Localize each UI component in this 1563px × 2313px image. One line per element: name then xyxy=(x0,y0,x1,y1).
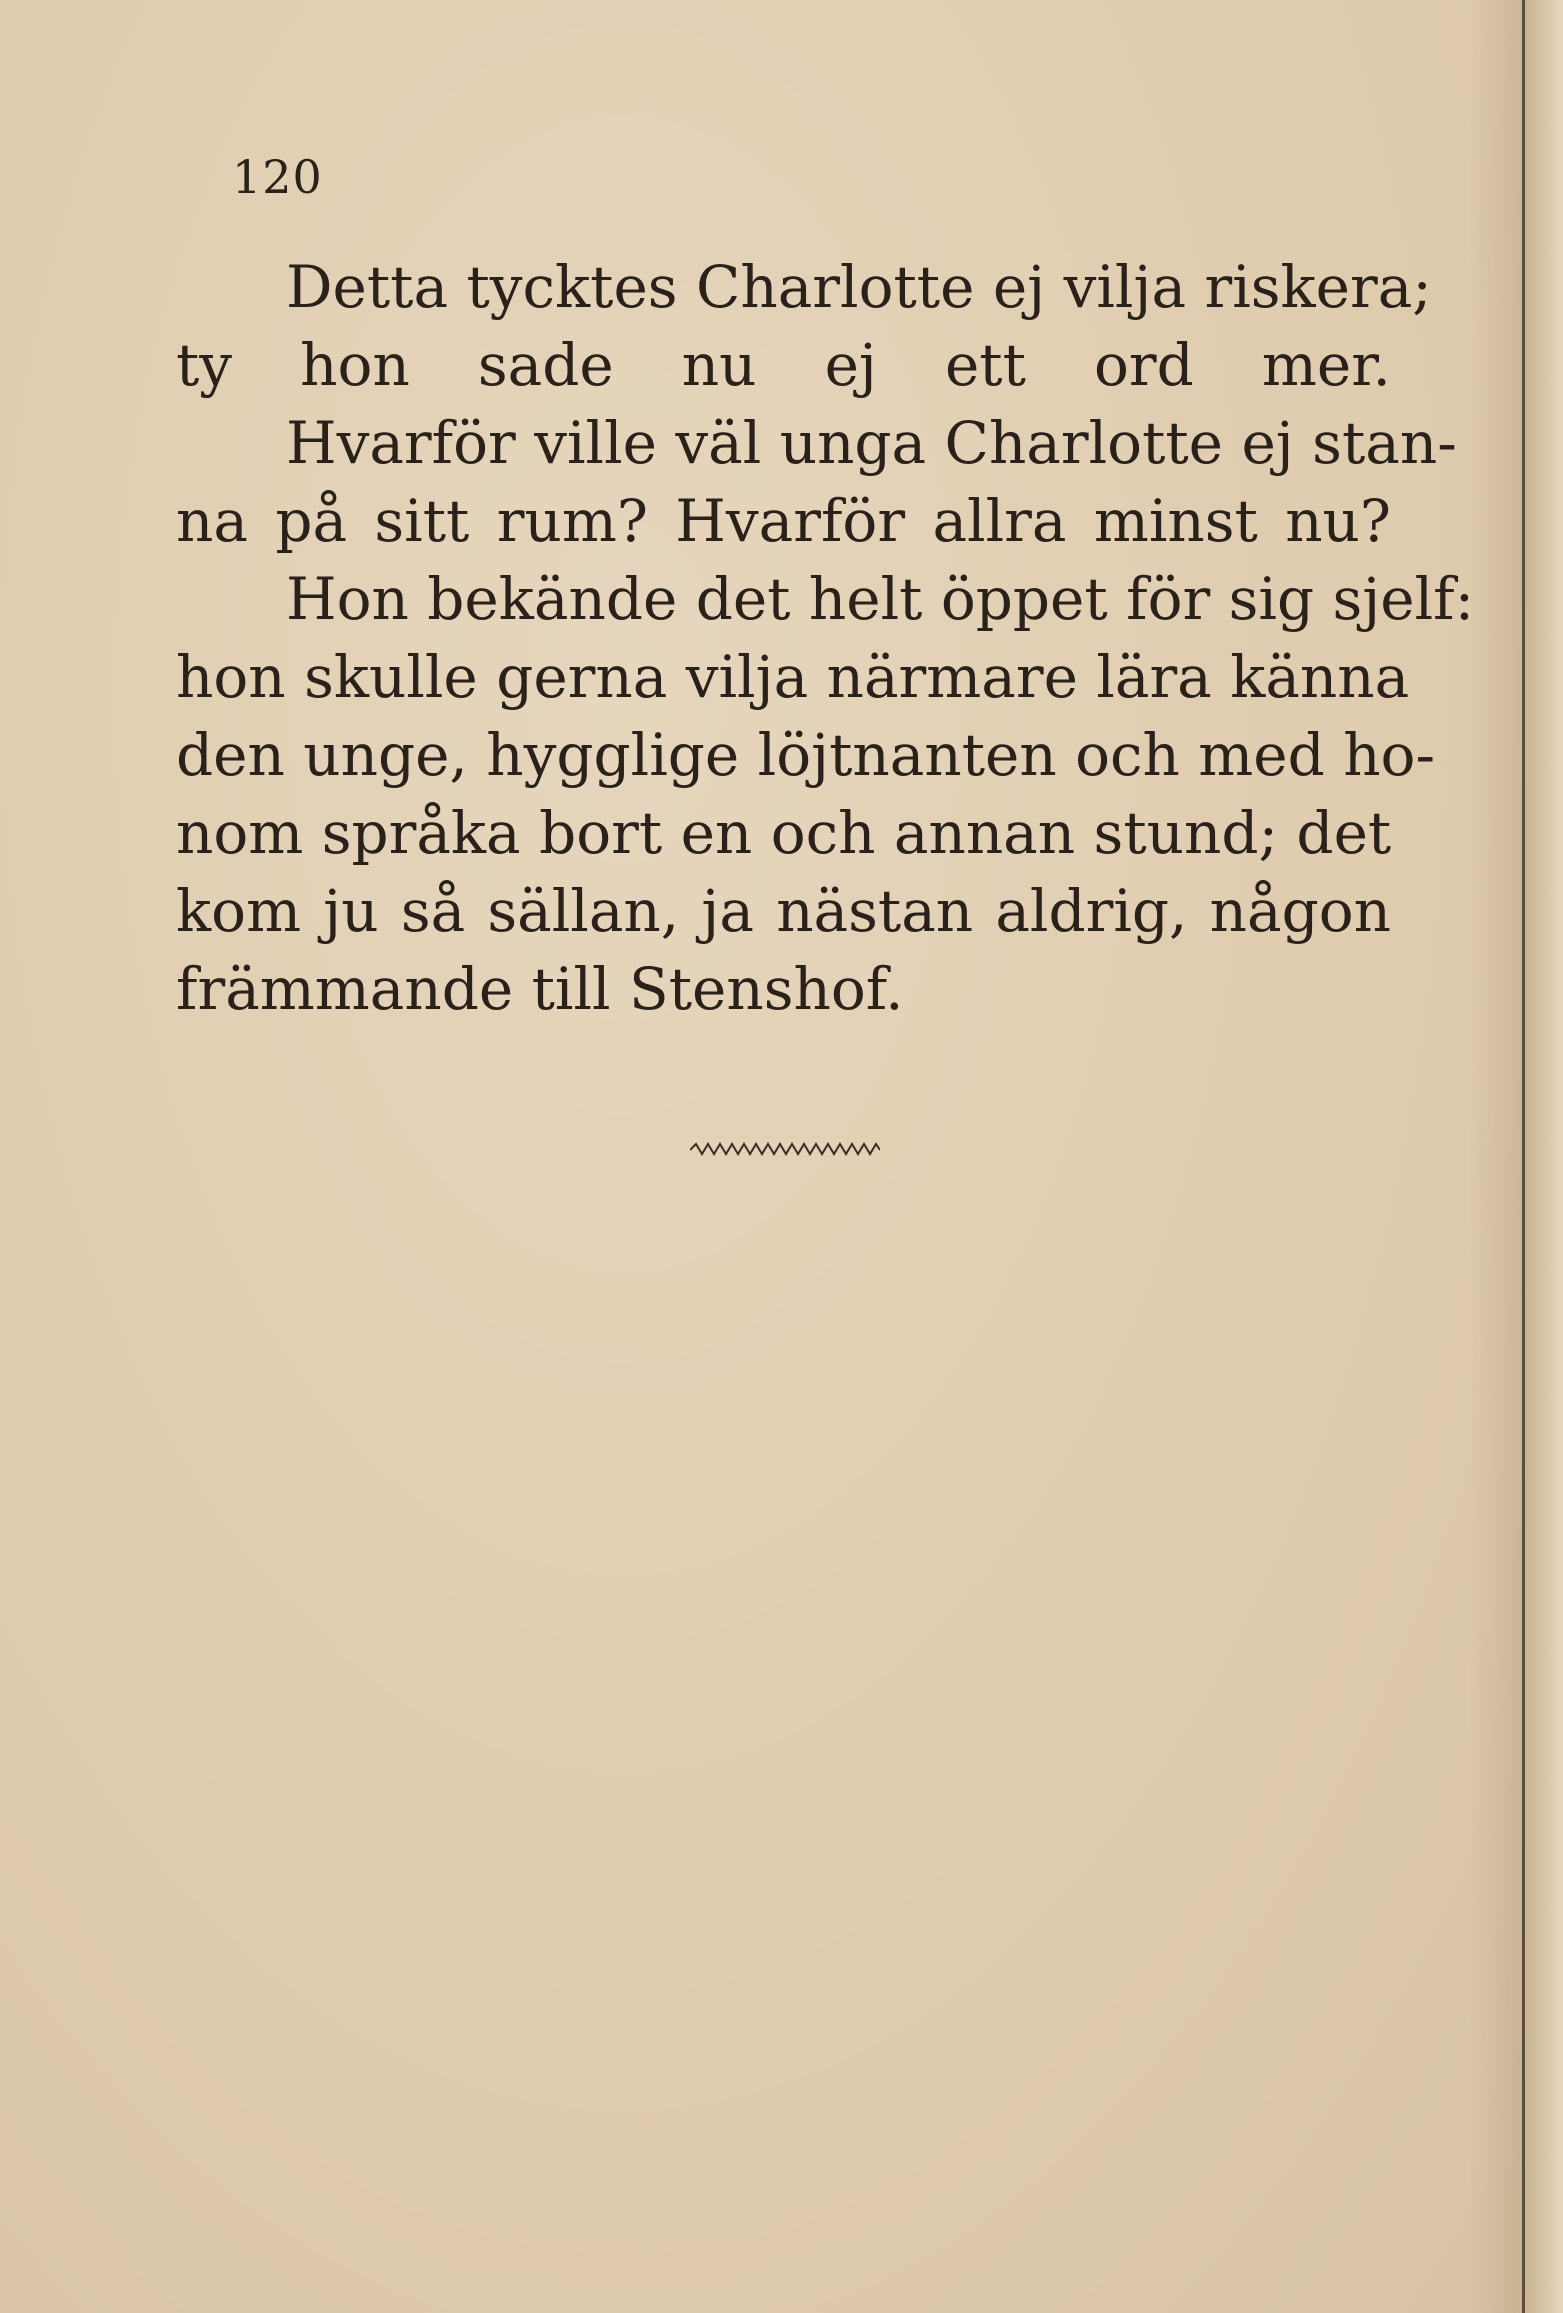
text-line: Hon bekände det helt öppet för sig sjelf: xyxy=(286,565,1475,633)
text-line: hon skulle gerna vilja närmare lära känna xyxy=(176,643,1410,711)
body-text xyxy=(176,248,1475,1028)
page-edge-shadow xyxy=(1525,0,1563,2313)
wavy-rule-ornament xyxy=(690,1140,880,1160)
text-line: ty hon sade nu ej ett ord mer. xyxy=(176,331,1391,399)
text-line: nom språka bort en och annan stund; det xyxy=(176,799,1392,867)
text-line: Hvarför ville väl unga Charlotte ej stan- xyxy=(286,409,1457,477)
text-line: den unge, hygglige löjtnanten och med ho- xyxy=(176,721,1436,789)
text-line: främmande till Stenshof. xyxy=(176,955,904,1023)
page-number: 120 xyxy=(232,150,323,204)
text-line: Detta tycktes Charlotte ej vilja riskera; xyxy=(286,253,1432,321)
text-line: kom ju så sällan, ja nästan aldrig, någon xyxy=(176,877,1391,945)
text-line: na på sitt rum? Hvarför allra minst nu? xyxy=(176,487,1391,555)
